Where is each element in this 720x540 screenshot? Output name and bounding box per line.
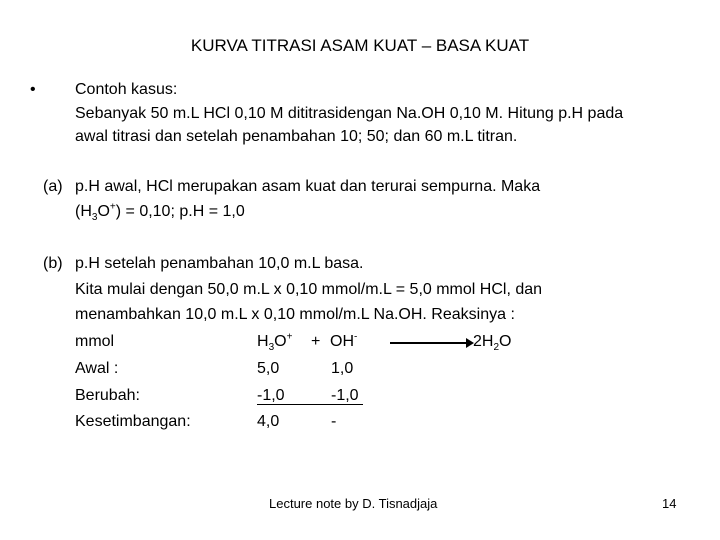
table-header-label: mmol (75, 333, 115, 350)
text: O (97, 203, 110, 220)
product-water (473, 332, 511, 352)
superscript: + (286, 331, 293, 343)
bullet-heading: Contoh kasus: (75, 81, 178, 98)
row-value-b: 1,0 (331, 360, 354, 377)
reactant-oh (330, 332, 357, 352)
bullet-icon: • (30, 81, 36, 98)
part-a-line-1: p.H awal, HCl merupakan asam kuat dan terurai sempurna. Maka (75, 178, 541, 195)
row-label: Kesetimbangan: (75, 413, 191, 430)
bullet-line-2: awal titrasi dan setelah penambahan 10; 50; dan 60 m.L titran. (75, 128, 518, 145)
text: 2H (473, 333, 494, 350)
row-label: Awal : (75, 360, 119, 377)
text: ) = 0,10; p.H = 1,0 (115, 203, 245, 220)
text: OH (330, 333, 354, 350)
reaction-arrow-icon (390, 342, 472, 344)
row-label: Berubah: (75, 387, 140, 404)
text: (H (75, 203, 92, 220)
row-value-a: 5,0 (257, 360, 280, 377)
superscript: - (354, 331, 358, 343)
bullet-line-1: Sebanyak 50 m.L HCl 0,10 M dititrasidengan Na.OH 0,10 M. Hitung p.H pada (75, 105, 624, 122)
row-value-a: 4,0 (257, 413, 280, 430)
footer-credit: Lecture note by D. Tisnadjaja (269, 496, 438, 511)
part-b-line-1: p.H setelah penambahan 10,0 m.L basa. (75, 255, 364, 272)
text: O (499, 333, 512, 350)
reactant-h3o (257, 332, 292, 352)
text: O (274, 333, 287, 350)
subscript: 2 (493, 342, 500, 354)
text: H (257, 333, 269, 350)
plus-sign: + (311, 333, 321, 350)
row-value-b: - (331, 413, 337, 430)
row-value-b: -1,0 (331, 387, 359, 404)
page-number: 14 (662, 496, 677, 511)
slide-title: KURVA TITRASI ASAM KUAT – BASA KUAT (190, 36, 530, 55)
superscript: + (109, 201, 116, 213)
part-a-label: (a) (43, 178, 63, 195)
subscript: 3 (91, 212, 98, 224)
part-a-line-2 (75, 202, 245, 222)
part-b-label: (b) (43, 255, 63, 272)
part-b-line-2: Kita mulai dengan 50,0 m.L x 0,10 mmol/m.L = 5,0 mmol HCl, dan (75, 281, 543, 298)
subscript: 3 (268, 342, 275, 354)
part-b-line-3: menambahkan 10,0 m.L x 0,10 mmol/m.L Na.OH. Reaksinya : (75, 306, 515, 323)
row-value-a: -1,0 (257, 387, 285, 404)
